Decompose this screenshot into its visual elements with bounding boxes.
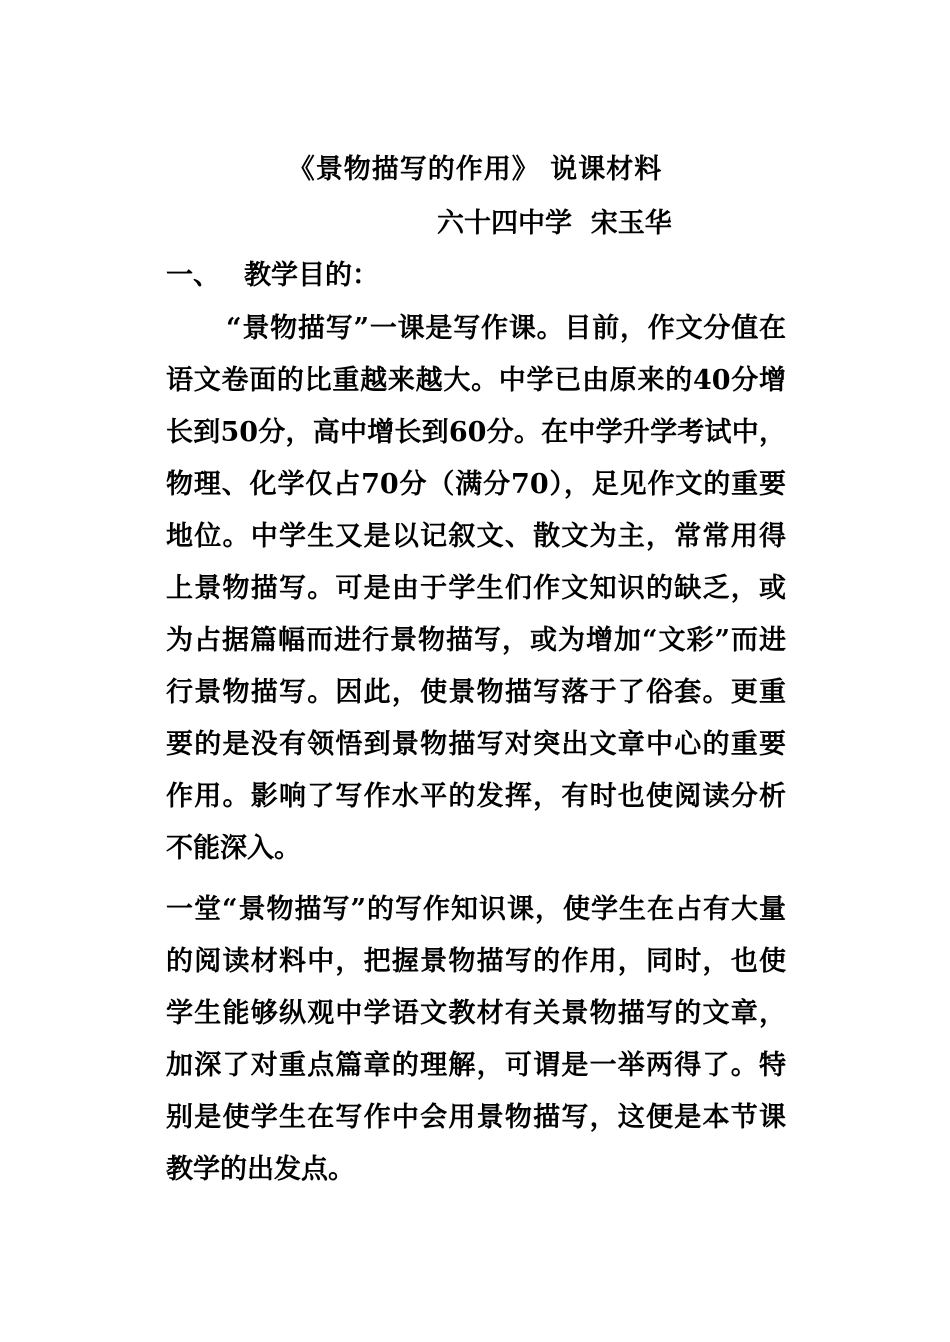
paragraph: “景物描写”一课是写作课。目前，作文分值在语文卷面的比重越来越大。中学已由原来的40分增长到50分，高中增长到60分。在中学升学考试中，物理、化学仅占70分（满分70），足见作文的重要地位。中学生又是以记叙文、散文为主，常常用得上景物描写。可是由于学生们作文知识的缺乏，或为占据篇幅而进行景物描写，或为增加“文彩”而进行景物描写。因此，使景物描写落于了俗套。更重要的是没有领悟到景物描写对突出文章中心的重要作用。影响了写作水平的发挥，有时也使阅读分析不能深入。 bbox=[166, 313, 786, 864]
document-title: 《景物描写的作用》 说课材料 bbox=[287, 154, 663, 185]
author-line: 六十四中学 宋玉华 bbox=[437, 208, 672, 239]
paragraph: 一堂“景物描写”的写作知识课，使学生在占有大量的阅读材料中，把握景物描写的作用，同时，也使学生能够纵观中学语文教材有关景物描写的文章，加深了对重点篇章的理解，可谓是一举两得了。特别是使学生在写作中会用景物描写，这便是本节课教学的出发点。 bbox=[166, 894, 786, 1185]
section-heading bbox=[166, 256, 379, 296]
section-heading-text: 教学目的： bbox=[244, 260, 379, 291]
section-number: 一、 bbox=[166, 260, 220, 291]
